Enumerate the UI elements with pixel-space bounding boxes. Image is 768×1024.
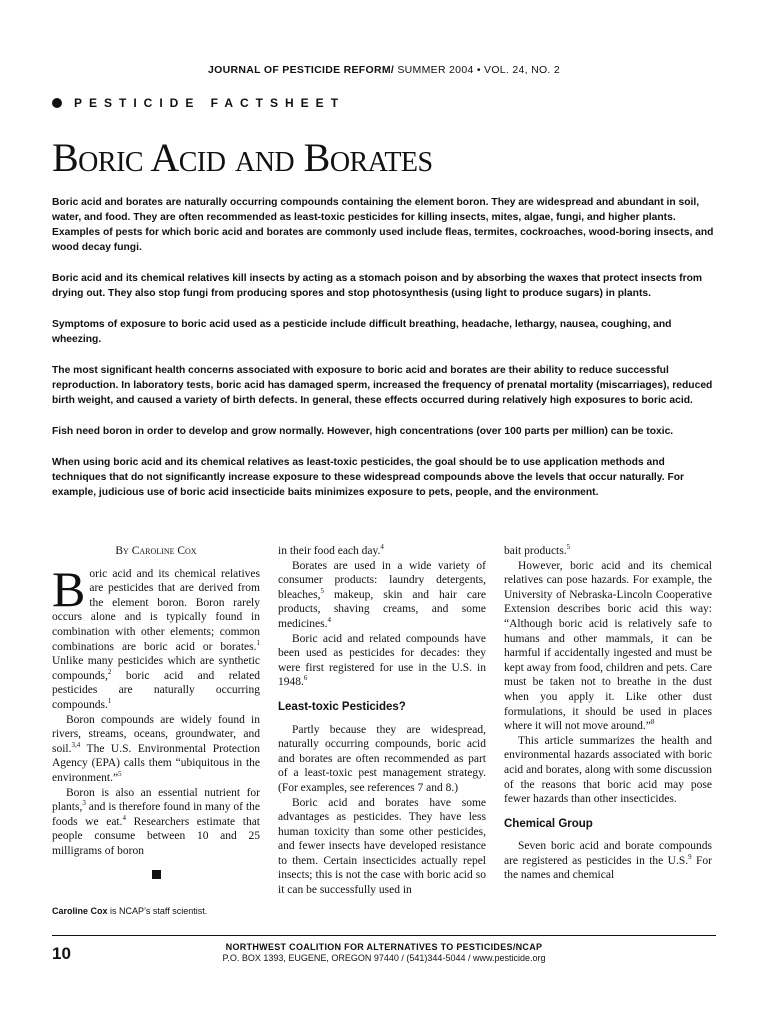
summary-paragraph: The most significant health concerns associated with exposure to boric acid and borates are their ability to reduce successful reproduction. In laboratory tests, boric acid has damaged sperm, increased the frequency of prenatal mortality (miscarriages), reduced birth weight, and caused a variety of birth defects. In general, these effects occurred during relatively high exposures to boric acid. bbox=[52, 365, 713, 406]
body-column-1 bbox=[52, 544, 260, 879]
summary-box bbox=[52, 195, 716, 516]
bullet-icon bbox=[52, 98, 62, 108]
footnote-ref: 4 bbox=[380, 543, 384, 552]
footer-address: P.O. BOX 1393, EUGENE, OREGON 97440 / (541)344-5044 / www.pesticide.org bbox=[222, 953, 546, 963]
byline: By Caroline Cox bbox=[115, 545, 197, 557]
journal-header bbox=[0, 64, 768, 76]
footnote-ref: 1 bbox=[256, 638, 260, 647]
footnote-ref: 5 bbox=[320, 586, 324, 595]
body-paragraph: Boric acid and its chemical relatives are pesticides that are derived from the element boron. Boron rarely occurs alone and is typically found in combination with other elements; common combinations are boric acid or borates.$^1$ Unlike many pesticides which are synthetic compounds,$^2$ boric acid and related pesticides are naturally occurring compounds.$^1$ bbox=[52, 560, 260, 711]
body-paragraph: However, boric acid and its chemical relatives can pose hazards. For example, the University of Nebraska-Lincoln Cooperative Extension describes boric acid this way: “Although boric acid is relatively safe to humans and other mammals, it can be harmful if accidentally ingested and must be kept away from food, children and pets. Care must be taken not to breathe in the dust when you apply it. Like other dust formulations, it should be used in places where it will not move around.”$^8$ bbox=[504, 559, 712, 733]
footnote-ref: 8 bbox=[650, 718, 655, 727]
section-heading: Least-toxic Pesticides? bbox=[278, 700, 406, 713]
journal-name: JOURNAL OF PESTICIDE REFORM/ bbox=[208, 64, 395, 76]
footnote-ref: 4 bbox=[327, 616, 331, 625]
footnote-ref: 5 bbox=[566, 543, 571, 552]
section-label bbox=[52, 96, 345, 110]
journal-issue: SUMMER 2004 • VOL. 24, NO. 2 bbox=[394, 64, 560, 76]
page-number: 10 bbox=[52, 944, 71, 963]
author-note: Caroline Cox is NCAP’s staff scientist. bbox=[52, 906, 208, 916]
footer-divider bbox=[52, 935, 716, 936]
footnote-ref: 2 bbox=[107, 667, 112, 676]
summary-paragraph: When using boric acid and its chemical relatives as least-toxic pesticides, the goal should be to use application methods and techniques that do not significantly increase exposure to these widespread compounds above the levels that occur naturally. For example, judicious use of boric acid insecticide baits minimizes exposure to pets, people, and the environment. bbox=[52, 457, 685, 498]
body-paragraph: Borates are used in a wide variety of consumer products: laundry detergents, bleaches,$^5$ makeup, skin and hair care products, shaving creams, and some medicines.$^4$ bbox=[278, 559, 486, 630]
footnote-ref: 6 bbox=[303, 674, 308, 683]
footnote-ref: 3 bbox=[82, 799, 86, 808]
article-title: Boric Acid and Borates bbox=[52, 135, 433, 180]
summary-paragraph: Boric acid and its chemical relatives kill insects by acting as a stomach poison and by absorbing the waxes that protect insects from drying out. They also stop fungi from producing spores and stop photosynthesis (using light to produce sugars) in plants. bbox=[52, 273, 703, 299]
body-paragraph: Boron is also an essential nutrient for plants,$^3$ and is therefore found in many of the foods we eat.$^4$ Researchers estimate that people consume between 10 and 25 milligrams of boron bbox=[52, 786, 260, 857]
footnote-ref: 4 bbox=[122, 813, 126, 822]
body-paragraph: Boric acid and borates have some advantages as pesticides. They have less human toxicity than some other pesticides, and fewer insects have developed resistance to them. Certain insecticides actually repel insects; this is not the case with boric acid so it can be successfully used in bbox=[278, 796, 486, 897]
summary-paragraph: Boric acid and borates are naturally occurring compounds containing the element boron. They are widespread and abundant in soil, water, and food. They are often recommended as least-toxic pesticides for killing insects, mites, algae, fungi, and higher plants. Examples of pests for which boric acid and borates are commonly used include fleas, termites, cockroaches, wood-boring insects, and wood decay fungi. bbox=[52, 197, 714, 253]
body-paragraph: in their food each day.$^4$ bbox=[278, 543, 384, 557]
body-paragraph: This article summarizes the health and environmental hazards associated with boric acid and borates, along with some discussion of the reasons that boric acid may pose fewer hazards than other insecticides. bbox=[504, 734, 712, 806]
section-label-text: PESTICIDE FACTSHEET bbox=[74, 96, 346, 110]
author-name: Caroline Cox bbox=[52, 906, 108, 916]
summary-paragraph: Fish need boron in order to develop and grow normally. However, high concentrations (over 100 parts per million) can be toxic. bbox=[52, 426, 674, 437]
body-paragraph: bait products.$^5$ bbox=[504, 543, 571, 557]
body-paragraph: Partly because they are widespread, naturally occurring compounds, boric acid and borates are often recommended as part of a least-toxic pest management strategy. (For examples, see references 7 and 8.) bbox=[278, 723, 486, 794]
section-heading: Chemical Group bbox=[504, 817, 593, 830]
summary-paragraph: Symptoms of exposure to boric acid used as a pesticide include difficult breathing, headache, lethargy, nausea, coughing, and wheezing. bbox=[52, 319, 672, 345]
footnote-ref: 9 bbox=[688, 853, 692, 862]
footnote-ref: 1 bbox=[107, 697, 112, 706]
drop-cap: B bbox=[52, 560, 86, 617]
footnote-ref: 5 bbox=[118, 770, 122, 779]
body-paragraph: Seven boric acid and borate compounds are registered as pesticides in the U.S.$^9$ For the names and chemical bbox=[504, 840, 712, 882]
body-column-2 bbox=[278, 544, 486, 898]
body-column-3 bbox=[504, 544, 712, 883]
footnote-ref: 3,4 bbox=[71, 740, 81, 749]
footer bbox=[0, 942, 768, 964]
end-mark-square bbox=[152, 870, 161, 879]
body-paragraph: Boric acid and related compounds have been used as pesticides for decades: they were first registered for use in the U.S. in 1948.$^6$ bbox=[278, 632, 486, 689]
footer-organization: NORTHWEST COALITION FOR ALTERNATIVES TO PESTICIDES/NCAP bbox=[225, 942, 543, 952]
body-paragraph: Boron compounds are widely found in rivers, streams, oceans, groundwater, and soil.$^{3,4}$ The U.S. Environmental Protection Agency (EPA) calls them “ubiquitous in the environment.”$^5$ bbox=[52, 713, 260, 784]
